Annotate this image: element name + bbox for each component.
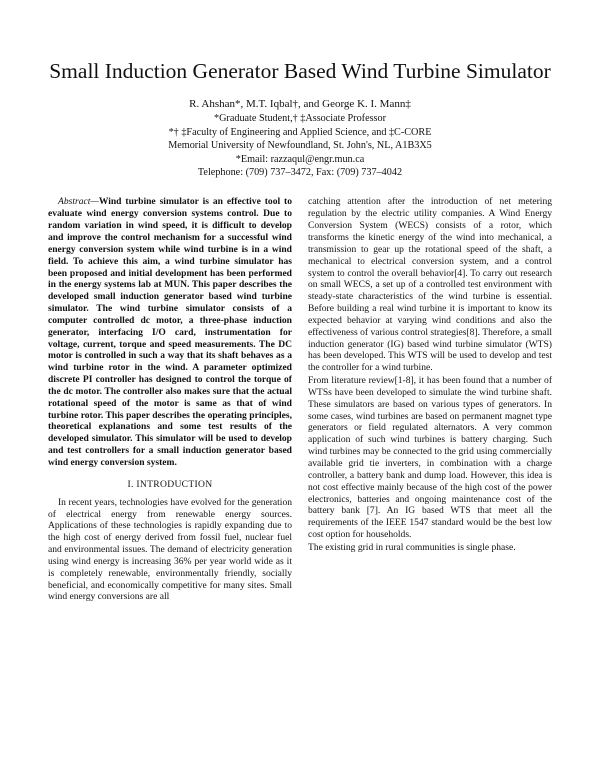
left-column [48, 196, 292, 603]
abstract [48, 196, 292, 468]
section-number: I. [127, 478, 134, 490]
paper-title: Small Induction Generator Based Wind Turbine Simulator [49, 59, 551, 83]
author-university-line: Memorial University of Newfoundland, St. John's, NL, A1B3X5 [168, 140, 432, 152]
abstract-text: Wind turbine simulator is an effective tool to evaluate wind energy conversion systems control. Due to random variation in wind speed, it is difficult to develop and improve the control mechanism for a successful wind energy conversion system while wind turbine is in a wind field. To achieve this aim, a wind turbine simulator has been proposed and initial development has been performed in the energy systems lab at MUN. This paper describes the developed small induction generator based wind turbine simulator. The wind turbine simulator consists of a computer controlled dc motor, a three-phase induction generator, interfacing I/O card, instrumentation for voltage, current, torque and speed measurements. The DC motor is controlled in such a way that its shaft behaves as a wind turbine rotor in the wind. A parameter optimized discrete PI controller has designed to control the torque of the dc motor. The controller also makes sure that the actual rotational speed of the motor is same as that of wind turbine rotor. This paper describes the operating principles, theoretical explanations and some test results of the developed simulator. This simulator will be used to develop and test controllers for a small induction generator based wind energy conversion system. [48, 196, 292, 468]
author-phone-line: Telephone: (709) 737–3472, Fax: (709) 737–4042 [197, 167, 403, 179]
author-email-line: *Email: razzaqul@engr.mun.ca [235, 153, 365, 165]
author-role-line: *Graduate Student,† ‡Associate Professor [213, 113, 387, 125]
intro-paragraph: In recent years, technologies have evolved for the generation of electrical energy from renewable energy sources. Applications of these technologies is rapidly expanding due to the high cost of energy derived from fossil fuel, nuclear fuel and environmental issues. The demand of electricity generation using wind energy is increasing 36% per year world wide as it is completely renewable, environmentally friendly, socially beneficial, and economically competitive for many sites. Small wind energy conversions are all [48, 496, 292, 603]
section-title: INTRODUCTION [136, 478, 213, 490]
body-paragraph: From literature review[1-8], it has been found that a number of WTSs have been developed to simulate the wind turbine shaft. These simulators are based on various types of generators. In some cases, wind turbines are based on permanent magnet type generators or field regulated alternators. A very common application of such wind turbines is battery charging. Such wind turbines may be connected to the grid using commercially available grid tie inverters, in combination with a charge controller, a battery bank and dump load. However, this idea is not cost effective mainly because of the high cost of the power electronics, batteries and ongoing maintenance cost of the battery bank [7]. An IG based WTS that meet all the requirements of the IEEE 1547 standard would be the best low cost option for households. [308, 375, 552, 541]
author-block [48, 98, 552, 179]
abstract-label: Abstract— [58, 196, 99, 208]
two-column-body [48, 196, 552, 603]
body-paragraph: The existing grid in rural communities is single phase. [308, 541, 516, 553]
author-names: R. Ahshan*, M.T. Iqbal†, and George K. I. Mann‡ [189, 98, 411, 110]
right-column [308, 196, 552, 603]
author-affiliation-line: *† ‡Faculty of Engineering and Applied Science, and ‡C-CORE [168, 126, 432, 138]
section-heading [48, 479, 292, 491]
body-paragraph: catching attention after the introduction of net metering regulation by the electric utility companies. A Wind Energy Conversion System (WECS) consists of a rotor, which transforms the kinetic energy of the wind into mechanical, a transmission to gear up the rotational speed of the shaft, a mechanical to electrical conversion system, and a control system to control the overall behavior[4]. To carry out research on small WECS, a set up of a controlled test environment with steady-state characteristics of the wind turbine is essential. Before building a real wind turbine it is important to know its expected behavior at varying wind conditions and also the effectiveness of various control strategies[8]. Therefore, a small induction generator (IG) based wind turbine simulator (WTS) has been developed. This WTS will be used to develop and test the controller for a wind turbine. [308, 196, 552, 374]
